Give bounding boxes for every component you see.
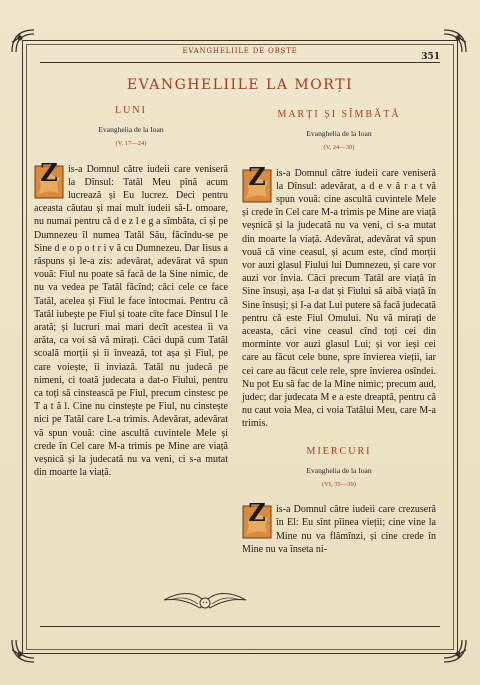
drop-cap-initial: Z bbox=[242, 505, 272, 539]
corner-ornament-bottom-right bbox=[440, 636, 470, 666]
main-title: EVANGHELIILE LA MORȚI bbox=[126, 77, 354, 93]
section-subtitle: Evanghelia de la Ioan bbox=[306, 465, 372, 475]
gospel-text-body: is-a Domnul către iudeii care veniseră la Dînsul: Tatăl Meu pînă acum lucrează și Eu lucrez. Deci pentru aceasta căutau și mai mult iudeii să-L omoare, nu numai pentru că d e z l e g a sîmbăta, ci și pe Dumnezeu îl numea Tatăl Său, făcîndu-se pe Sine d e o p o t r i v ă cu Dumnezeu. Dar Iisus a răspuns și le-a zis: adevărat, adevărat vă spun vouă: Fiul nu poate să facă de la Sine nimic, de nu va vedea pe Tatăl făcînd; căci cele ce face Tatăl, acelea și Fiul le face întocmai. Pentru că Tatăl iubește pe Fiul și toate cîte face Dînsul I le arată; și lucruri mai mari decît acestea îi va arăta, ca voi să vă mirați. Căci după cum Tatăl scoală morții și îi învează, tot așa și Fiul, pe care voiește, îi inviază. Tatăl nu judecă pe nimeni, ci toată judecata a dat-o Fiului, pentru ca toți să cinstească pe Fiul, precum cinstesc pe T a t ă l. Cine nu cinstește pe Fiul, nu cinstește nici pe Tatăl care L-a trimis. Adevărat, adevărat vă spun vouă: cine ascultă cuvintele Mele și crede în Cel care M-a trimis pe Mine are viață veșnică și la judecată nu va veni, ci s-a mutat din moarte la viață. bbox=[34, 163, 228, 479]
drop-cap-initial: Z bbox=[34, 165, 64, 199]
drop-cap-initial: Z bbox=[242, 169, 272, 203]
section-title-luni: LUNI bbox=[115, 105, 147, 116]
cherub-ornament bbox=[160, 588, 250, 616]
corner-ornament-bottom-left bbox=[8, 636, 38, 666]
running-head: EVANGHELIILE DE OBȘTE bbox=[182, 47, 298, 55]
right-column bbox=[242, 108, 436, 556]
section-subtitle: Evanghelia de la Ioan bbox=[98, 125, 164, 135]
footer-rule bbox=[40, 626, 440, 627]
header-rule bbox=[40, 62, 440, 63]
section-subtitle: Evanghelia de la Ioan bbox=[306, 129, 372, 139]
gospel-text-body: is-a Domnul către iudeii care veniseră la Dînsul: adevărat, a d e v ă r a t vă spun vouă: cine ascultă cuvintele Mele și crede în Cel care M-a trimis pe Mine are viață veșnică și la judecată nu va veni, ci s-a mutat din moarte la viață. Adevărat, adevărat vă spun vouă că vine ceasul, și acum este, cînd morții vor auzi glasul Fiului lui Dumnezeu, și care vor auzi vor învia. Căci precum Tatăl are viață în Sine însuși, așa I-a dat și Fiului să aibă viață în Sine însuși; și I-a dat Lui putere să facă judecată pentru că este Fiul Omului. Nu vă mirați de aceasta, căci vine ceasul cînd toți cei din morminte vor auzi glasul Lui; și vor ieși cei care au făcut cele bune, spre învierea vieții, iar cei care au făcut cele rele, spre învierea osîndei. Nu pot Eu să fac de la Mine nimic; precum aud, judec; dar judecata M e a este dreaptă, pentru că nu caut voia Mea, ci voia Tatălui Meu, care M-a trimis. bbox=[242, 167, 436, 430]
section-title-marti-sambata: MARȚI ȘI SÎMBĂTĂ bbox=[277, 109, 401, 120]
page-number: 351 bbox=[421, 52, 440, 62]
gospel-text-miercuri bbox=[242, 498, 436, 556]
gospel-text-marti bbox=[242, 161, 436, 431]
gospel-text-luni bbox=[34, 157, 228, 480]
section-reference: (VI, 35—39) bbox=[322, 481, 356, 489]
section-reference: (V, 17—24) bbox=[115, 140, 147, 148]
left-column bbox=[34, 104, 228, 479]
section-miercuri bbox=[242, 445, 436, 556]
section-reference: (V, 24—30) bbox=[323, 144, 355, 152]
gospel-text-body: is-a Domnul către iudeii care crezuseră în El: Eu sînt pîinea vieții; cine vine la Mine nu va flămînzi, și cine crede în Mine nu va înseta ni- bbox=[242, 504, 436, 555]
section-title-miercuri: MIERCURI bbox=[306, 445, 372, 457]
